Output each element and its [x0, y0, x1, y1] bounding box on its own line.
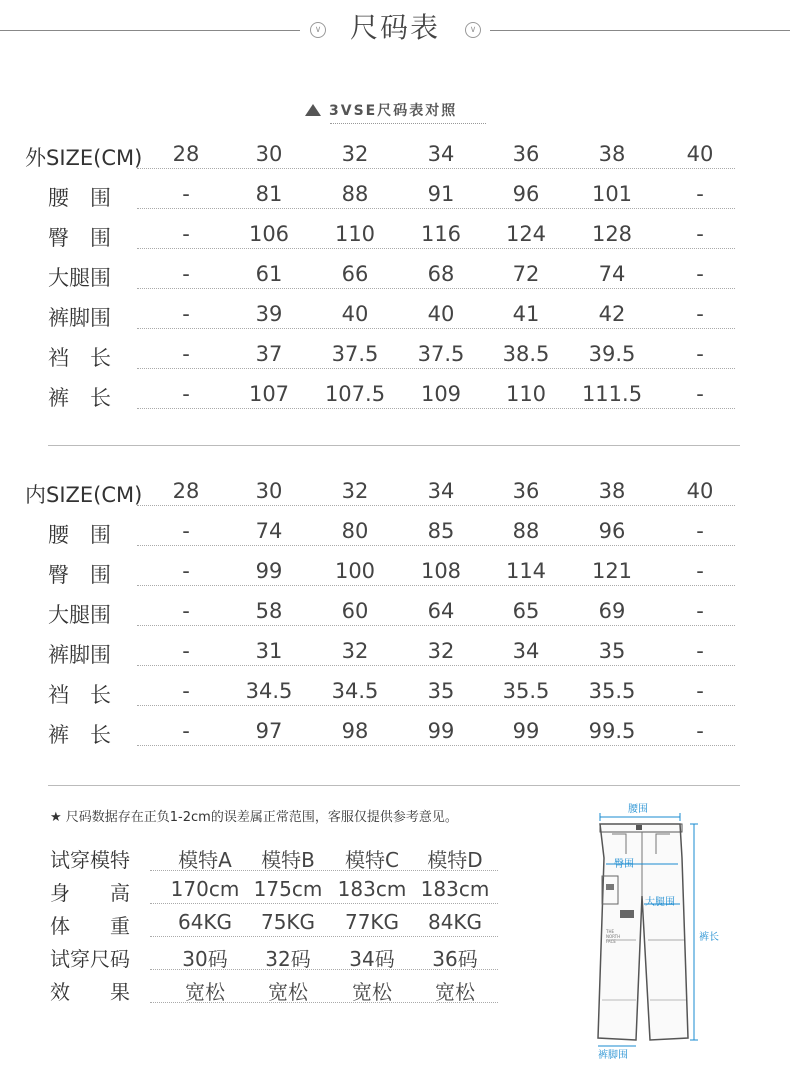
value-cell: 65 — [512, 599, 540, 623]
value-cell: 124 — [505, 222, 547, 246]
section-divider — [48, 785, 740, 786]
row-label: 腰 围 — [48, 186, 111, 210]
size-cell: 30 — [255, 479, 283, 503]
dotted-rule — [137, 705, 735, 706]
dotted-rule — [137, 168, 735, 169]
row-label: 内SIZE(CM) — [25, 483, 143, 507]
row-label: 臀 围 — [48, 563, 111, 587]
value-cell: 84KG — [427, 910, 483, 934]
value-cell: 模特C — [345, 848, 399, 872]
value-cell: 40 — [341, 302, 369, 326]
size-cell: 36 — [512, 479, 540, 503]
hip-label: 臀围 — [614, 859, 634, 870]
value-cell: - — [182, 679, 190, 703]
table-row — [0, 599, 790, 639]
value-cell: - — [182, 719, 190, 743]
dotted-rule — [137, 545, 735, 546]
value-cell: 39.5 — [588, 342, 636, 366]
table-row — [0, 910, 520, 944]
value-cell: 37 — [255, 342, 283, 366]
row-label: 腰 围 — [48, 523, 111, 547]
value-cell: 116 — [420, 222, 462, 246]
value-cell: 74 — [255, 519, 283, 543]
value-cell: 77KG — [344, 910, 400, 934]
value-cell: 宽松 — [435, 980, 475, 1004]
value-cell: 61 — [255, 262, 283, 286]
size-cell: 36 — [512, 142, 540, 166]
row-label: 大腿围 — [48, 266, 111, 290]
value-cell: 42 — [598, 302, 626, 326]
thigh-label: 大腿围 — [645, 897, 675, 908]
table-row — [0, 182, 790, 222]
hem-label: 裤脚围 — [598, 1050, 628, 1061]
dotted-rule — [137, 208, 735, 209]
value-cell: 96 — [512, 182, 540, 206]
dotted-rule — [137, 408, 735, 409]
table-row — [0, 222, 790, 262]
value-cell: 64KG — [177, 910, 233, 934]
value-cell: - — [182, 599, 190, 623]
value-cell: 110 — [505, 382, 547, 406]
value-cell: - — [696, 182, 704, 206]
dotted-rule — [150, 903, 498, 904]
title-rule-right — [490, 30, 790, 31]
value-cell: 81 — [255, 182, 283, 206]
value-cell: - — [696, 519, 704, 543]
waist-label: 腰围 — [628, 804, 648, 815]
size-cell: 40 — [686, 142, 714, 166]
value-cell: 34 — [512, 639, 540, 663]
value-cell: 36码 — [432, 947, 478, 971]
dotted-rule — [137, 248, 735, 249]
row-label: 裤脚围 — [48, 643, 111, 667]
value-cell: 32码 — [265, 947, 311, 971]
value-cell: 98 — [341, 719, 369, 743]
row-label: 体 重 — [50, 914, 130, 938]
table-row — [0, 382, 790, 422]
value-cell: 99 — [427, 719, 455, 743]
dotted-rule — [150, 1002, 498, 1003]
value-cell: 34码 — [349, 947, 395, 971]
size-cell: 28 — [172, 142, 200, 166]
value-cell: 35.5 — [502, 679, 550, 703]
value-cell: 宽松 — [268, 980, 308, 1004]
value-cell: 88 — [341, 182, 369, 206]
size-cell: 38 — [598, 142, 626, 166]
table-subtitle — [305, 100, 457, 120]
value-cell: 114 — [505, 559, 547, 583]
value-cell: 91 — [427, 182, 455, 206]
table-header-row — [0, 479, 790, 519]
value-cell: 170cm — [170, 877, 240, 901]
value-cell: 80 — [341, 519, 369, 543]
value-cell: 模特B — [261, 848, 315, 872]
value-cell: - — [696, 639, 704, 663]
value-cell: - — [696, 382, 704, 406]
chevron-down-icon: ∨ — [465, 22, 481, 38]
dotted-rule — [137, 368, 735, 369]
value-cell: - — [696, 559, 704, 583]
chevron-down-icon: ∨ — [310, 22, 326, 38]
value-cell: 60 — [341, 599, 369, 623]
value-cell: 35.5 — [588, 679, 636, 703]
row-label: 身 高 — [50, 881, 130, 905]
value-cell: 64 — [427, 599, 455, 623]
table-row — [0, 679, 790, 719]
value-cell: - — [182, 262, 190, 286]
row-label: 裤脚围 — [48, 306, 111, 330]
size-cell: 30 — [255, 142, 283, 166]
value-cell: 宽松 — [185, 980, 225, 1004]
value-cell: 40 — [427, 302, 455, 326]
subtitle-underline — [330, 123, 486, 124]
table-header-row — [0, 142, 790, 182]
row-label: 裤 长 — [48, 723, 111, 747]
value-cell: 35 — [598, 639, 626, 663]
size-cell: 34 — [427, 479, 455, 503]
dotted-rule — [150, 936, 498, 937]
dotted-rule — [137, 665, 735, 666]
size-cell: 32 — [341, 479, 369, 503]
value-cell: 34.5 — [331, 679, 379, 703]
dotted-rule — [137, 288, 735, 289]
value-cell: 41 — [512, 302, 540, 326]
table-row — [0, 559, 790, 599]
size-cell: 38 — [598, 479, 626, 503]
value-cell: 32 — [341, 639, 369, 663]
row-label: 臀 围 — [48, 226, 111, 250]
dotted-rule — [137, 745, 735, 746]
value-cell: 68 — [427, 262, 455, 286]
value-cell: 96 — [598, 519, 626, 543]
value-cell: 58 — [255, 599, 283, 623]
value-cell: 38.5 — [502, 342, 550, 366]
value-cell: 99 — [255, 559, 283, 583]
row-label: 效 果 — [50, 980, 130, 1004]
value-cell: 30码 — [182, 947, 228, 971]
value-cell: 183cm — [420, 877, 490, 901]
table-row — [0, 519, 790, 559]
table-row — [0, 342, 790, 382]
value-cell: 66 — [341, 262, 369, 286]
value-cell: 99 — [512, 719, 540, 743]
value-cell: 32 — [427, 639, 455, 663]
value-cell: - — [696, 342, 704, 366]
table-row — [0, 719, 790, 759]
value-cell: 74 — [598, 262, 626, 286]
table-row — [0, 976, 520, 1010]
value-cell: 109 — [420, 382, 462, 406]
value-cell: 37.5 — [331, 342, 379, 366]
value-cell: 175cm — [253, 877, 323, 901]
value-cell: 121 — [591, 559, 633, 583]
value-cell: - — [182, 639, 190, 663]
table-row — [0, 844, 520, 878]
value-cell: - — [696, 719, 704, 743]
length-label: 裤长 — [699, 932, 719, 943]
value-cell: 107.5 — [324, 382, 386, 406]
row-label: 裆 长 — [48, 346, 111, 370]
value-cell: - — [696, 222, 704, 246]
value-cell: 39 — [255, 302, 283, 326]
value-cell: 99.5 — [588, 719, 636, 743]
value-cell: 107 — [248, 382, 290, 406]
value-cell: 100 — [334, 559, 376, 583]
value-cell: - — [182, 342, 190, 366]
value-cell: - — [182, 559, 190, 583]
value-cell: - — [696, 679, 704, 703]
value-cell: 35 — [427, 679, 455, 703]
value-cell: - — [182, 382, 190, 406]
size-cell: 34 — [427, 142, 455, 166]
dotted-rule — [137, 328, 735, 329]
value-cell: 宽松 — [352, 980, 392, 1004]
size-cell: 28 — [172, 479, 200, 503]
row-label: 裆 长 — [48, 683, 111, 707]
value-cell: 72 — [512, 262, 540, 286]
disclaimer-note: ★ 尺码数据存在正负1-2cm的误差属正常范围，客服仅提供参考意见。 — [50, 810, 458, 825]
value-cell: 110 — [334, 222, 376, 246]
value-cell: 37.5 — [417, 342, 465, 366]
value-cell: 106 — [248, 222, 290, 246]
value-cell: 模特D — [427, 848, 483, 872]
dotted-rule — [137, 585, 735, 586]
size-cell: 40 — [686, 479, 714, 503]
value-cell: 75KG — [260, 910, 316, 934]
value-cell: 111.5 — [581, 382, 643, 406]
value-cell: 34.5 — [245, 679, 293, 703]
value-cell: 128 — [591, 222, 633, 246]
table-row — [0, 302, 790, 342]
row-label: 试穿模特 — [50, 848, 130, 872]
value-cell: - — [696, 302, 704, 326]
dotted-rule — [137, 625, 735, 626]
row-label: 大腿围 — [48, 603, 111, 627]
table-row — [0, 877, 520, 911]
value-cell: - — [182, 302, 190, 326]
page-title: 尺码表 — [349, 11, 440, 44]
subtitle-text: 3VSE尺码表对照 — [329, 103, 458, 119]
value-cell: - — [182, 222, 190, 246]
table-row — [0, 262, 790, 302]
value-cell: 97 — [255, 719, 283, 743]
value-cell: 108 — [420, 559, 462, 583]
brand-logo: THE NORTH FACE — [606, 929, 621, 944]
dotted-rule — [150, 870, 498, 871]
value-cell: - — [182, 182, 190, 206]
row-label: 外SIZE(CM) — [25, 146, 143, 170]
size-cell: 32 — [341, 142, 369, 166]
row-label: 裤 长 — [48, 386, 111, 410]
value-cell: 88 — [512, 519, 540, 543]
value-cell: - — [696, 599, 704, 623]
value-cell: - — [696, 262, 704, 286]
dotted-rule — [137, 505, 735, 506]
value-cell: 模特A — [178, 848, 232, 872]
dotted-rule — [150, 969, 498, 970]
value-cell: 101 — [591, 182, 633, 206]
value-cell: 69 — [598, 599, 626, 623]
value-cell: 31 — [255, 639, 283, 663]
table-row — [0, 943, 520, 977]
value-cell: - — [182, 519, 190, 543]
triangle-icon — [305, 104, 321, 116]
section-divider — [48, 445, 740, 446]
value-cell: 85 — [427, 519, 455, 543]
value-cell: 183cm — [337, 877, 407, 901]
table-row — [0, 639, 790, 679]
row-label: 试穿尺码 — [50, 947, 130, 971]
